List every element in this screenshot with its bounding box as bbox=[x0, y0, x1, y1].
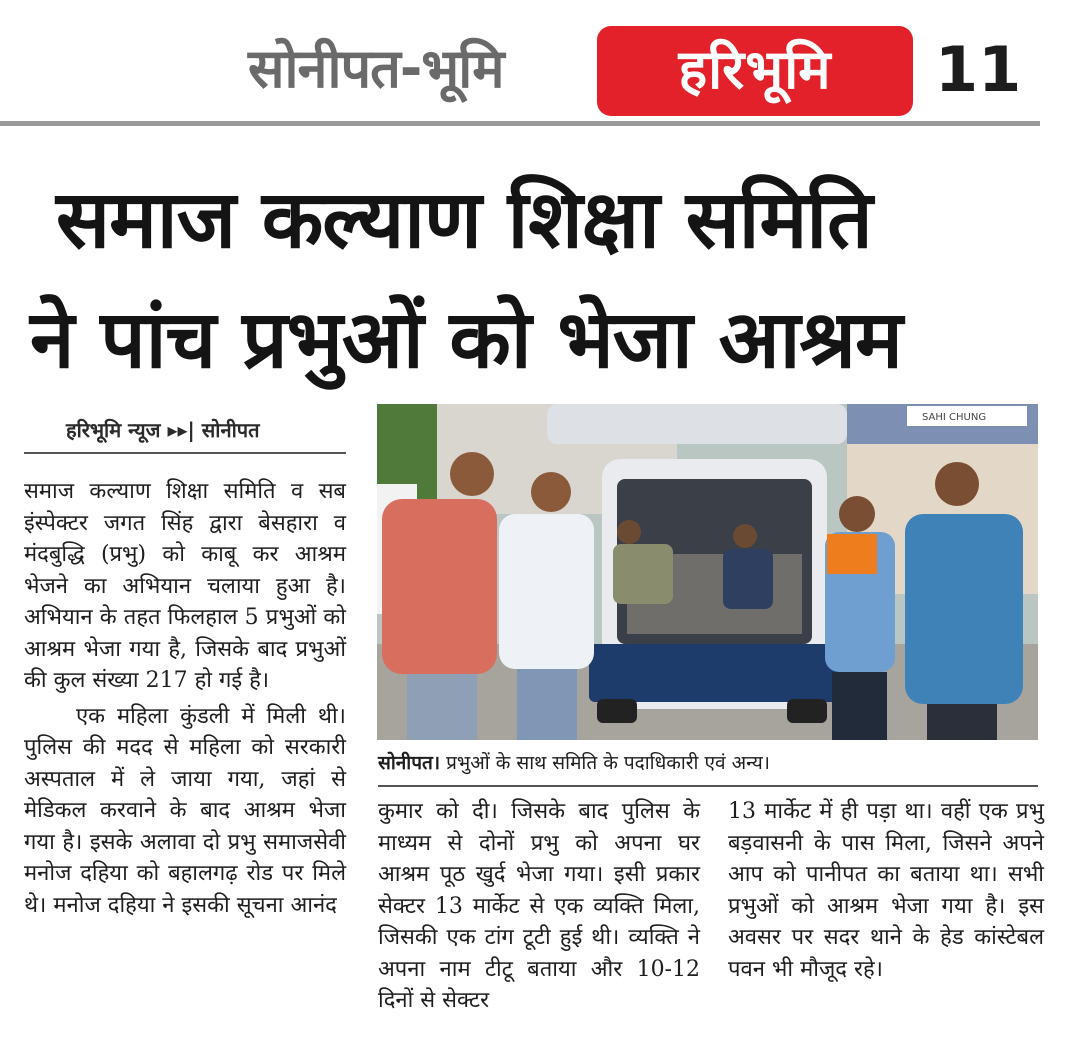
byline: हरिभूमि न्यूज ▸▸| सोनीपत bbox=[66, 418, 260, 442]
article-paragraph: एक महिला कुंडली में मिली थी। पुलिस की मदद से महिला को सरकारी अस्पताल में ले जाया गया, जहां से मेडिकल करवाने के बाद आश्रम भेजा गया है। इसके अलावा दो प्रभु समाजसेवी मनोज दहिया को बहालगढ़ रोड पर मिले थे। मनोज दहिया ने इसकी सूचना आनंद bbox=[24, 703, 346, 918]
headline-line-1: समाज कल्याण शिक्षा समिति bbox=[56, 173, 872, 266]
headline-line-2: ने पांच प्रभुओं को भेजा आश्रम bbox=[30, 293, 902, 386]
article-paragraph: 13 मार्केट में ही पड़ा था। वहीं एक प्रभु बड़वासनी के पास मिला, जिसने अपने आप को पानीपत का बताया था। सभी प्रभुओं को आश्रम भेजा गया है। इस अवसर पर सदर थाने के हेड कांस्टेबल पवन भी मौजूद रहे। bbox=[728, 799, 1044, 982]
page-number: 11 bbox=[935, 33, 1022, 106]
photo-caption bbox=[378, 748, 1038, 778]
article-column-2 bbox=[378, 796, 700, 1017]
article-column-1 bbox=[24, 476, 346, 921]
photo-illustration bbox=[377, 404, 1038, 740]
article-column-3 bbox=[728, 796, 1044, 985]
byline-divider bbox=[24, 452, 346, 454]
caption-divider bbox=[378, 785, 1038, 787]
article-paragraph: समाज कल्याण शिक्षा समिति व सब इंस्पेक्टर जगत सिंह द्वारा बेसहारा व मंदबुद्धि (प्रभु) को काबू कर आश्रम भेजने का अभियान चलाया हुआ है। अभियान के तहत फिलहाल 5 प्रभुओं को आश्रम भेजा गया है, जिसके बाद प्रभुओं की कुल संख्या 217 हो गई है। bbox=[24, 479, 346, 693]
caption-place: सोनीपत। bbox=[378, 752, 441, 774]
shop-sign-text: SAHI CHUNG bbox=[922, 412, 987, 423]
caption-text: प्रभुओं के साथ समिति के पदाधिकारी एवं अन्य। bbox=[440, 752, 770, 774]
section-title: सोनीपत-भूमि bbox=[248, 37, 504, 100]
article-paragraph: कुमार को दी। जिसके बाद पुलिस के माध्यम से दोनों प्रभु को अपना घर आश्रम पूठ खुर्द भेजा गया। इसी प्रकार सेक्टर 13 मार्केट से एक व्यक्ति मिला, जिसकी एक टांग टूटी हुई थी। व्यक्ति ने अपना नाम टीटू बताया और 10-12 दिनों से सेक्टर bbox=[378, 799, 700, 1013]
headline bbox=[30, 160, 1040, 400]
newspaper-logo bbox=[597, 26, 913, 116]
masthead bbox=[0, 0, 1080, 130]
masthead-divider bbox=[0, 121, 1040, 126]
news-photo bbox=[377, 404, 1038, 740]
logo-text: हरिभूमि bbox=[678, 38, 832, 101]
